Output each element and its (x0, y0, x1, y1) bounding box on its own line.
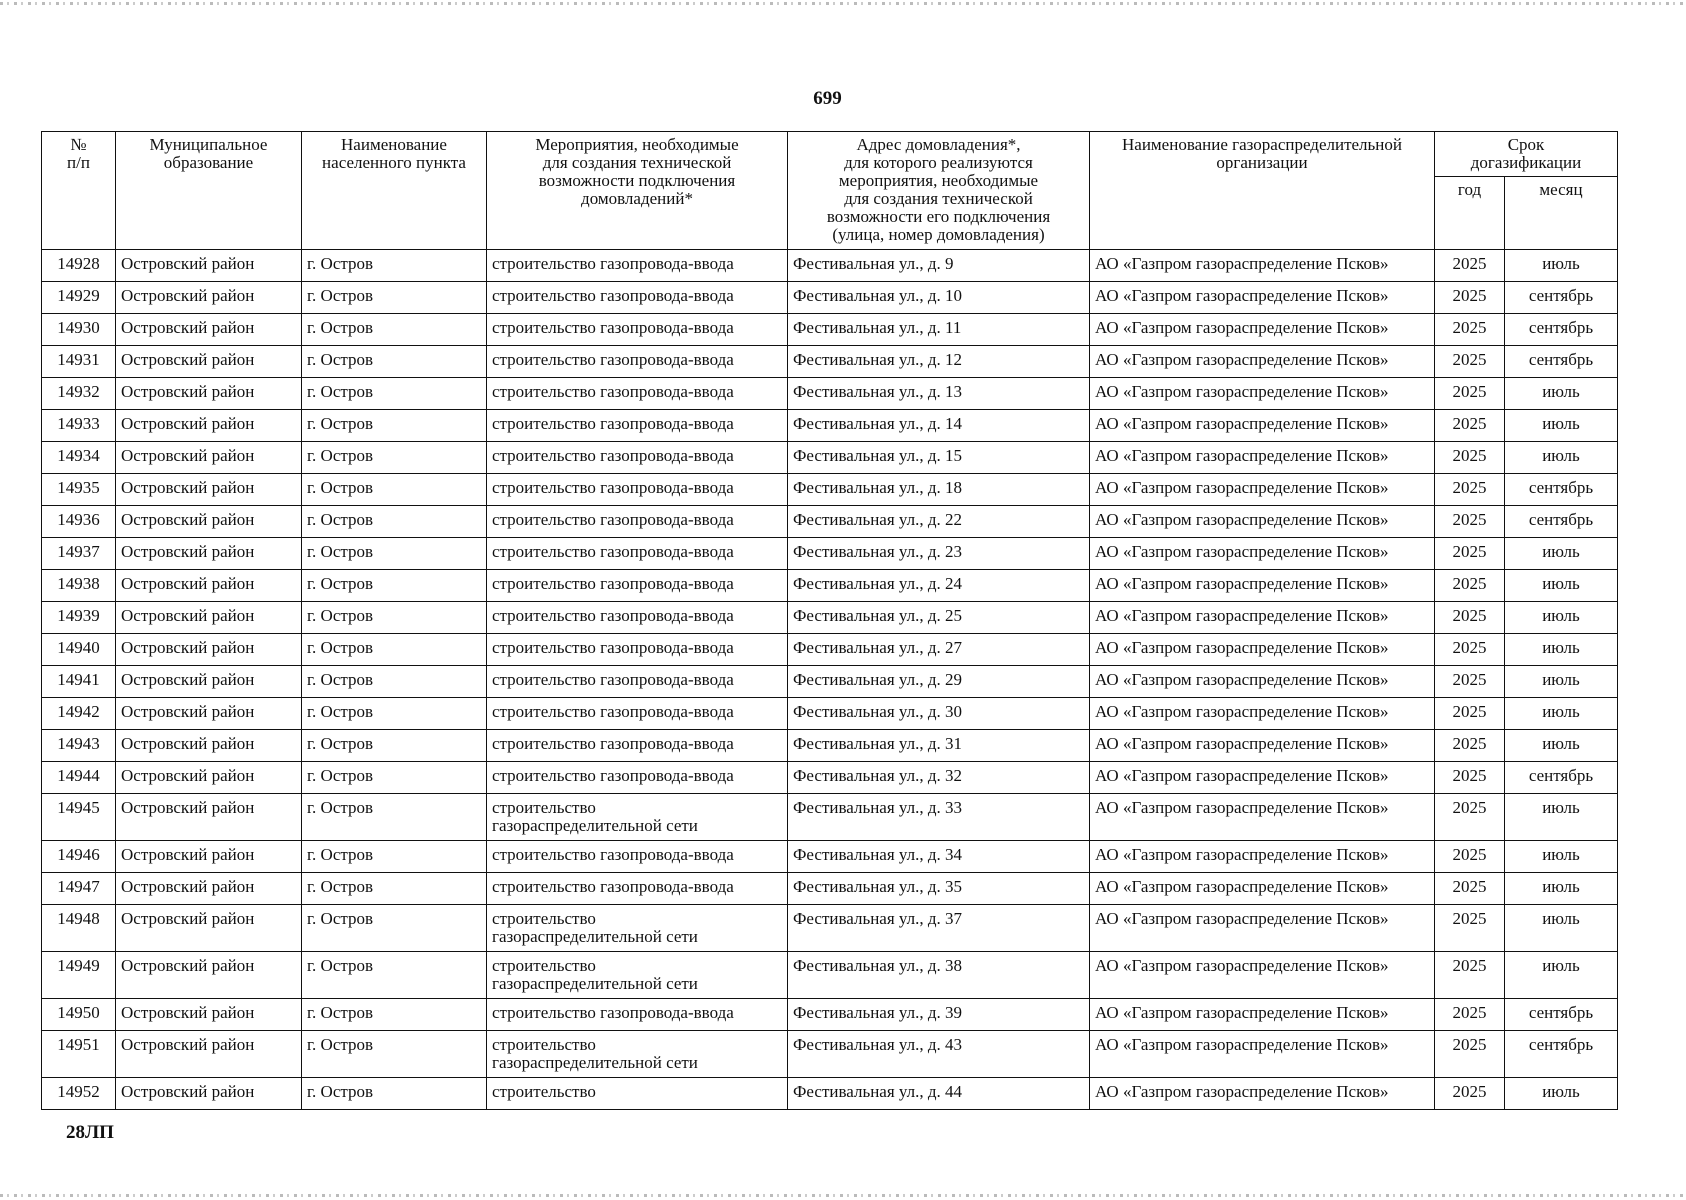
cell-month: июль (1505, 570, 1618, 602)
cell-year: 2025 (1435, 570, 1505, 602)
cell-settlement: г. Остров (302, 666, 487, 698)
cell-municipality: Островский район (116, 602, 302, 634)
scan-edge-top (0, 2, 1686, 5)
cell-activity: строительство газопровода-ввода (487, 538, 788, 570)
cell-organization: АО «Газпром газораспределение Псков» (1090, 762, 1435, 794)
cell-address: Фестивальная ул., д. 18 (788, 474, 1090, 506)
gasification-register-table (41, 131, 1618, 1110)
cell-activity: строительство газопровода-ввода (487, 602, 788, 634)
cell-num: 14941 (42, 666, 116, 698)
cell-num: 14935 (42, 474, 116, 506)
cell-year: 2025 (1435, 952, 1505, 999)
cell-settlement: г. Остров (302, 250, 487, 282)
header-organization: Наименование газораспределительной организации (1090, 132, 1435, 250)
cell-num: 14936 (42, 506, 116, 538)
cell-activity: строительство (487, 1078, 788, 1110)
cell-organization: АО «Газпром газораспределение Псков» (1090, 952, 1435, 999)
cell-month: июль (1505, 794, 1618, 841)
cell-organization: АО «Газпром газораспределение Псков» (1090, 314, 1435, 346)
header-activity: Мероприятия, необходимые для создания технической возможности подключения домовладений* (487, 132, 788, 250)
cell-address: Фестивальная ул., д. 23 (788, 538, 1090, 570)
cell-num: 14950 (42, 999, 116, 1031)
cell-settlement: г. Остров (302, 999, 487, 1031)
header-settlement: Наименование населенного пункта (302, 132, 487, 250)
cell-activity: строительство газораспределительной сети (487, 952, 788, 999)
cell-settlement: г. Остров (302, 602, 487, 634)
cell-address: Фестивальная ул., д. 29 (788, 666, 1090, 698)
cell-activity: строительство газопровода-ввода (487, 730, 788, 762)
cell-settlement: г. Остров (302, 410, 487, 442)
cell-settlement: г. Остров (302, 346, 487, 378)
cell-activity: строительство газопровода-ввода (487, 841, 788, 873)
cell-activity: строительство газопровода-ввода (487, 346, 788, 378)
cell-organization: АО «Газпром газораспределение Псков» (1090, 474, 1435, 506)
cell-organization: АО «Газпром газораспределение Псков» (1090, 506, 1435, 538)
cell-settlement: г. Остров (302, 506, 487, 538)
cell-month: сентябрь (1505, 282, 1618, 314)
cell-month: июль (1505, 538, 1618, 570)
header-year: год (1435, 177, 1505, 250)
cell-municipality: Островский район (116, 873, 302, 905)
cell-settlement: г. Остров (302, 474, 487, 506)
cell-month: сентябрь (1505, 999, 1618, 1031)
cell-organization: АО «Газпром газораспределение Псков» (1090, 794, 1435, 841)
table-row (42, 442, 1618, 474)
header-month: месяц (1505, 177, 1618, 250)
table-row (42, 314, 1618, 346)
cell-municipality: Островский район (116, 442, 302, 474)
cell-num: 14943 (42, 730, 116, 762)
cell-settlement: г. Остров (302, 538, 487, 570)
footer-code: 28ЛП (66, 1122, 114, 1143)
cell-address: Фестивальная ул., д. 12 (788, 346, 1090, 378)
cell-activity: строительство газопровода-ввода (487, 410, 788, 442)
cell-municipality: Островский район (116, 999, 302, 1031)
table-row (42, 1078, 1618, 1110)
cell-activity: строительство газопровода-ввода (487, 999, 788, 1031)
page-number: 699 (813, 88, 842, 109)
cell-year: 2025 (1435, 841, 1505, 873)
cell-month: июль (1505, 952, 1618, 999)
cell-year: 2025 (1435, 1031, 1505, 1078)
cell-organization: АО «Газпром газораспределение Псков» (1090, 442, 1435, 474)
cell-year: 2025 (1435, 346, 1505, 378)
cell-organization: АО «Газпром газораспределение Псков» (1090, 1031, 1435, 1078)
cell-municipality: Островский район (116, 841, 302, 873)
cell-month: сентябрь (1505, 346, 1618, 378)
cell-month: июль (1505, 1078, 1618, 1110)
cell-activity: строительство газопровода-ввода (487, 474, 788, 506)
cell-address: Фестивальная ул., д. 38 (788, 952, 1090, 999)
cell-month: сентябрь (1505, 474, 1618, 506)
cell-month: июль (1505, 730, 1618, 762)
cell-municipality: Островский район (116, 250, 302, 282)
cell-address: Фестивальная ул., д. 11 (788, 314, 1090, 346)
cell-municipality: Островский район (116, 410, 302, 442)
cell-year: 2025 (1435, 999, 1505, 1031)
cell-organization: АО «Газпром газораспределение Псков» (1090, 378, 1435, 410)
table-row (42, 762, 1618, 794)
cell-activity: строительство газопровода-ввода (487, 378, 788, 410)
cell-settlement: г. Остров (302, 1031, 487, 1078)
cell-year: 2025 (1435, 1078, 1505, 1110)
cell-year: 2025 (1435, 282, 1505, 314)
cell-organization: АО «Газпром газораспределение Псков» (1090, 999, 1435, 1031)
table-row (42, 666, 1618, 698)
header-address: Адрес домовладения*, для которого реализуются мероприятия, необходимые для создания технической возможности его подключения (улица, номер домовладения) (788, 132, 1090, 250)
cell-address: Фестивальная ул., д. 22 (788, 506, 1090, 538)
cell-month: июль (1505, 666, 1618, 698)
cell-municipality: Островский район (116, 762, 302, 794)
cell-activity: строительство газопровода-ввода (487, 250, 788, 282)
cell-num: 14945 (42, 794, 116, 841)
cell-month: июль (1505, 634, 1618, 666)
cell-num: 14951 (42, 1031, 116, 1078)
cell-num: 14928 (42, 250, 116, 282)
cell-num: 14932 (42, 378, 116, 410)
cell-municipality: Островский район (116, 905, 302, 952)
cell-settlement: г. Остров (302, 730, 487, 762)
cell-organization: АО «Газпром газораспределение Псков» (1090, 250, 1435, 282)
cell-organization: АО «Газпром газораспределение Псков» (1090, 873, 1435, 905)
cell-activity: строительство газопровода-ввода (487, 314, 788, 346)
cell-settlement: г. Остров (302, 794, 487, 841)
cell-municipality: Островский район (116, 538, 302, 570)
cell-activity: строительство газопровода-ввода (487, 634, 788, 666)
cell-address: Фестивальная ул., д. 15 (788, 442, 1090, 474)
cell-organization: АО «Газпром газораспределение Псков» (1090, 634, 1435, 666)
cell-num: 14940 (42, 634, 116, 666)
cell-activity: строительство газопровода-ввода (487, 282, 788, 314)
cell-municipality: Островский район (116, 634, 302, 666)
cell-year: 2025 (1435, 506, 1505, 538)
cell-settlement: г. Остров (302, 314, 487, 346)
cell-month: июль (1505, 602, 1618, 634)
cell-year: 2025 (1435, 250, 1505, 282)
cell-address: Фестивальная ул., д. 27 (788, 634, 1090, 666)
cell-month: июль (1505, 442, 1618, 474)
header-deadline: Срок догазификации (1435, 132, 1618, 177)
cell-address: Фестивальная ул., д. 31 (788, 730, 1090, 762)
cell-address: Фестивальная ул., д. 10 (788, 282, 1090, 314)
cell-num: 14938 (42, 570, 116, 602)
cell-year: 2025 (1435, 634, 1505, 666)
cell-num: 14933 (42, 410, 116, 442)
table-row (42, 873, 1618, 905)
cell-organization: АО «Газпром газораспределение Псков» (1090, 698, 1435, 730)
cell-organization: АО «Газпром газораспределение Псков» (1090, 905, 1435, 952)
cell-municipality: Островский район (116, 794, 302, 841)
cell-activity: строительство газораспределительной сети (487, 1031, 788, 1078)
table-row (42, 905, 1618, 952)
table-row (42, 634, 1618, 666)
cell-organization: АО «Газпром газораспределение Псков» (1090, 538, 1435, 570)
cell-municipality: Островский район (116, 378, 302, 410)
cell-address: Фестивальная ул., д. 33 (788, 794, 1090, 841)
cell-num: 14949 (42, 952, 116, 999)
cell-year: 2025 (1435, 602, 1505, 634)
cell-settlement: г. Остров (302, 952, 487, 999)
table-row (42, 999, 1618, 1031)
cell-municipality: Островский район (116, 314, 302, 346)
cell-settlement: г. Остров (302, 762, 487, 794)
header-municipality: Муниципальное образование (116, 132, 302, 250)
table-row (42, 952, 1618, 999)
cell-address: Фестивальная ул., д. 32 (788, 762, 1090, 794)
table-row (42, 506, 1618, 538)
cell-activity: строительство газопровода-ввода (487, 762, 788, 794)
cell-settlement: г. Остров (302, 570, 487, 602)
cell-address: Фестивальная ул., д. 9 (788, 250, 1090, 282)
cell-municipality: Островский район (116, 282, 302, 314)
cell-organization: АО «Газпром газораспределение Псков» (1090, 1078, 1435, 1110)
table-row (42, 570, 1618, 602)
cell-num: 14931 (42, 346, 116, 378)
header-num: № п/п (42, 132, 116, 250)
cell-num: 14952 (42, 1078, 116, 1110)
cell-organization: АО «Газпром газораспределение Псков» (1090, 841, 1435, 873)
cell-address: Фестивальная ул., д. 25 (788, 602, 1090, 634)
cell-month: июль (1505, 905, 1618, 952)
cell-month: сентябрь (1505, 314, 1618, 346)
cell-year: 2025 (1435, 666, 1505, 698)
cell-activity: строительство газопровода-ввода (487, 506, 788, 538)
cell-address: Фестивальная ул., д. 35 (788, 873, 1090, 905)
cell-organization: АО «Газпром газораспределение Псков» (1090, 346, 1435, 378)
cell-num: 14929 (42, 282, 116, 314)
cell-month: июль (1505, 698, 1618, 730)
cell-municipality: Островский район (116, 730, 302, 762)
cell-activity: строительство газораспределительной сети (487, 794, 788, 841)
cell-month: сентябрь (1505, 506, 1618, 538)
cell-municipality: Островский район (116, 474, 302, 506)
cell-organization: АО «Газпром газораспределение Псков» (1090, 666, 1435, 698)
cell-month: июль (1505, 873, 1618, 905)
table-row (42, 410, 1618, 442)
cell-address: Фестивальная ул., д. 43 (788, 1031, 1090, 1078)
cell-organization: АО «Газпром газораспределение Псков» (1090, 410, 1435, 442)
table-row (42, 282, 1618, 314)
cell-num: 14946 (42, 841, 116, 873)
cell-num: 14939 (42, 602, 116, 634)
cell-month: сентябрь (1505, 762, 1618, 794)
cell-organization: АО «Газпром газораспределение Псков» (1090, 602, 1435, 634)
table-row (42, 538, 1618, 570)
cell-year: 2025 (1435, 378, 1505, 410)
table-row (42, 841, 1618, 873)
cell-settlement: г. Остров (302, 442, 487, 474)
cell-year: 2025 (1435, 873, 1505, 905)
cell-month: июль (1505, 841, 1618, 873)
cell-settlement: г. Остров (302, 698, 487, 730)
cell-month: июль (1505, 250, 1618, 282)
cell-year: 2025 (1435, 698, 1505, 730)
cell-municipality: Островский район (116, 346, 302, 378)
cell-num: 14937 (42, 538, 116, 570)
cell-municipality: Островский район (116, 952, 302, 999)
cell-organization: АО «Газпром газораспределение Псков» (1090, 282, 1435, 314)
table-row (42, 1031, 1618, 1078)
cell-year: 2025 (1435, 730, 1505, 762)
cell-year: 2025 (1435, 410, 1505, 442)
cell-address: Фестивальная ул., д. 30 (788, 698, 1090, 730)
cell-num: 14942 (42, 698, 116, 730)
cell-municipality: Островский район (116, 506, 302, 538)
table-row (42, 698, 1618, 730)
table-row (42, 378, 1618, 410)
cell-address: Фестивальная ул., д. 24 (788, 570, 1090, 602)
cell-year: 2025 (1435, 794, 1505, 841)
cell-settlement: г. Остров (302, 841, 487, 873)
cell-month: июль (1505, 410, 1618, 442)
cell-settlement: г. Остров (302, 873, 487, 905)
cell-settlement: г. Остров (302, 634, 487, 666)
table-row (42, 730, 1618, 762)
table-header (42, 132, 1618, 250)
cell-year: 2025 (1435, 474, 1505, 506)
cell-municipality: Островский район (116, 698, 302, 730)
cell-year: 2025 (1435, 905, 1505, 952)
cell-num: 14934 (42, 442, 116, 474)
cell-settlement: г. Остров (302, 905, 487, 952)
cell-address: Фестивальная ул., д. 13 (788, 378, 1090, 410)
cell-address: Фестивальная ул., д. 34 (788, 841, 1090, 873)
cell-settlement: г. Остров (302, 282, 487, 314)
cell-settlement: г. Остров (302, 1078, 487, 1110)
cell-year: 2025 (1435, 538, 1505, 570)
table-row (42, 346, 1618, 378)
cell-address: Фестивальная ул., д. 37 (788, 905, 1090, 952)
cell-address: Фестивальная ул., д. 44 (788, 1078, 1090, 1110)
cell-month: сентябрь (1505, 1031, 1618, 1078)
cell-organization: АО «Газпром газораспределение Псков» (1090, 730, 1435, 762)
cell-municipality: Островский район (116, 666, 302, 698)
cell-address: Фестивальная ул., д. 39 (788, 999, 1090, 1031)
table-row (42, 602, 1618, 634)
cell-num: 14944 (42, 762, 116, 794)
cell-activity: строительство газопровода-ввода (487, 570, 788, 602)
cell-num: 14930 (42, 314, 116, 346)
cell-municipality: Островский район (116, 1078, 302, 1110)
table-row (42, 794, 1618, 841)
cell-settlement: г. Остров (302, 378, 487, 410)
cell-activity: строительство газопровода-ввода (487, 442, 788, 474)
cell-municipality: Островский район (116, 570, 302, 602)
cell-municipality: Островский район (116, 1031, 302, 1078)
cell-year: 2025 (1435, 314, 1505, 346)
scan-edge-bottom (0, 1194, 1686, 1197)
table-row (42, 474, 1618, 506)
table-row (42, 250, 1618, 282)
cell-num: 14948 (42, 905, 116, 952)
cell-year: 2025 (1435, 442, 1505, 474)
cell-address: Фестивальная ул., д. 14 (788, 410, 1090, 442)
cell-month: июль (1505, 378, 1618, 410)
table-body (42, 250, 1618, 1110)
cell-activity: строительство газопровода-ввода (487, 666, 788, 698)
cell-activity: строительство газопровода-ввода (487, 698, 788, 730)
cell-activity: строительство газораспределительной сети (487, 905, 788, 952)
cell-num: 14947 (42, 873, 116, 905)
cell-year: 2025 (1435, 762, 1505, 794)
cell-activity: строительство газопровода-ввода (487, 873, 788, 905)
cell-organization: АО «Газпром газораспределение Псков» (1090, 570, 1435, 602)
